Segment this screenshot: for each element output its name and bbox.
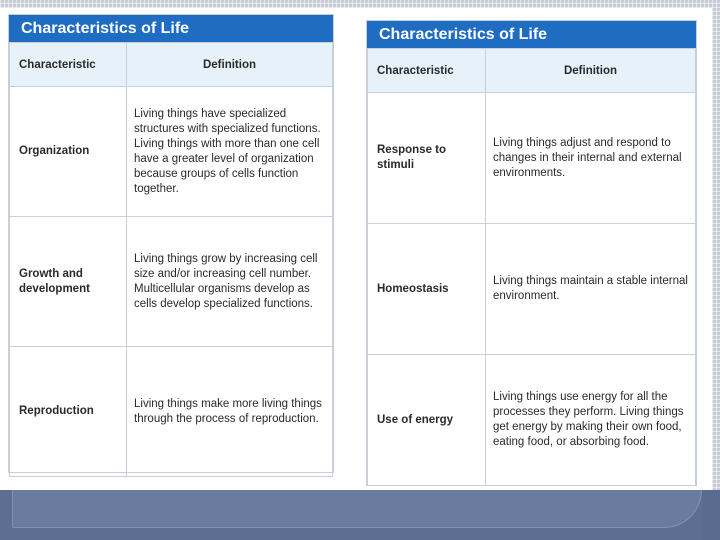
table-header-row <box>10 43 333 87</box>
table-row <box>10 87 333 217</box>
slide-footer-tab <box>12 490 702 528</box>
definition-cell: Living things make more living things through the process of reproduction. <box>127 347 333 477</box>
characteristic-cell: Response to stimuli <box>368 93 486 224</box>
right-table-card <box>366 20 697 486</box>
header-definition: Definition <box>127 43 333 87</box>
definition-cell: Living things use energy for all the processes they perform. Living things get energy by making their own food, eating food, or absorbing food. <box>486 355 696 486</box>
table-row <box>368 93 696 224</box>
header-characteristic: Characteristic <box>10 43 127 87</box>
characteristic-cell: Use of energy <box>368 355 486 486</box>
characteristic-cell: Homeostasis <box>368 224 486 355</box>
characteristic-cell: Reproduction <box>10 347 127 477</box>
definition-cell: Living things grow by increasing cell size and/or increasing cell number. Multicellular organisms develop as cells develop specialized functions. <box>127 217 333 347</box>
definition-cell: Living things adjust and respond to changes in their internal and external environments. <box>486 93 696 224</box>
table-row <box>368 355 696 486</box>
table-header-row <box>368 49 696 93</box>
definition-cell: Living things have specialized structures with specialized functions. Living things with more than one cell have a greater level of organization because groups of cells function together. <box>127 87 333 217</box>
right-table-title: Characteristics of Life <box>367 21 696 48</box>
left-table-card <box>8 14 334 473</box>
table-row <box>368 224 696 355</box>
characteristic-cell: Organization <box>10 87 127 217</box>
left-characteristics-table <box>9 42 333 477</box>
characteristic-cell: Growth and development <box>10 217 127 347</box>
definition-cell: Living things maintain a stable internal environment. <box>486 224 696 355</box>
right-characteristics-table <box>367 48 696 486</box>
header-definition: Definition <box>486 49 696 93</box>
slide-footer-edge <box>702 490 720 540</box>
left-table-title: Characteristics of Life <box>9 15 333 42</box>
table-row <box>10 347 333 477</box>
header-characteristic: Characteristic <box>368 49 486 93</box>
table-row <box>10 217 333 347</box>
